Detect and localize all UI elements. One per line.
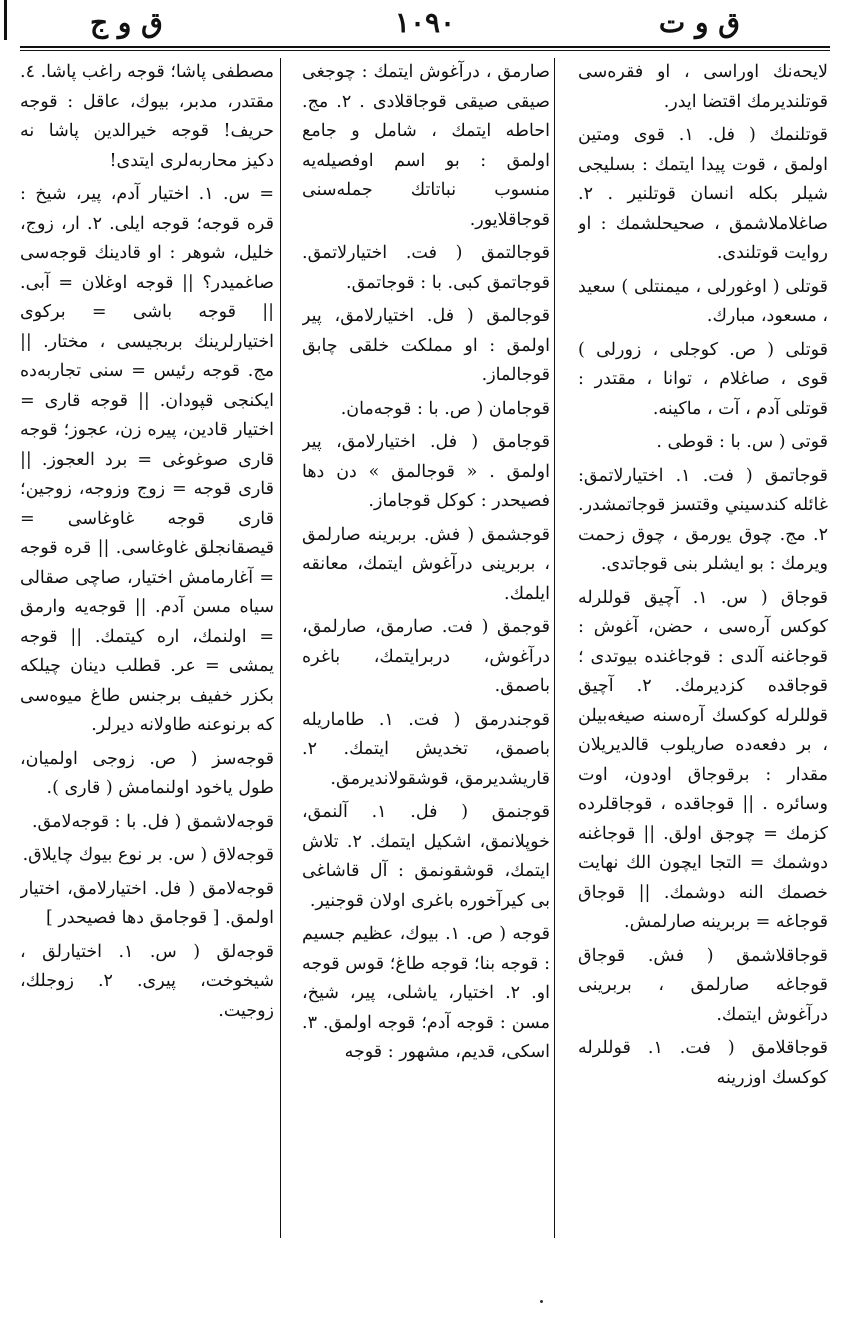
entry-paragraph: قوجالتمق ( فت. اختيارلاتمق. قوجاتمق كبى. با : قوجاتمق. <box>302 243 550 293</box>
entry-paragraph: قوجه‌سز ( ص. زوجى اولميان، طول ياخود اولنمامش ( قارى ). <box>20 748 274 798</box>
header-rule <box>20 46 830 48</box>
entry-paragraph: قوتلنمك ( فل. ١. قوى ومتين اولمق ، قوت پيدا ايتمك : بسليجى شيلر بكله انسان قوتلنير . ٢. صاغلاملاشمق ، صحيحلشمك : او روايت قوتلندى. <box>578 125 828 263</box>
entry-paragraph: قوجنمق ( فل. ١. آلنمق، خوپلانمق، اشكيل ايتمك. ٢. تلاش ايتمك، قوشقونمق : آل قاشاغى بى كيرآخوره باغرى اولان قوجنير. <box>302 802 550 911</box>
entry-paragraph: قوتلى ( اوغورلى ، ميمنتلى ) سعيد ، مسعود، مبارك. <box>578 276 828 326</box>
entry-paragraph: قوجمق ( فت. صارمق، صارلمق، درآغوش، دربرايتمك، باغره باصمق. <box>302 617 550 696</box>
entry-paragraph: قوجاقلاشمق ( فش. قوجاق قوجاغه صارلمق ، بربرينى درآغوش ايتمك. <box>578 945 828 1025</box>
entry-paragraph: قوجشمق ( فش. بربرينه صارلمق ، بربرينى درآغوش ايتمك، معانقه ايلمك. <box>302 524 550 604</box>
entry-paragraph: قوجه‌لاشمق ( فل. با : قوجه‌لامق. <box>31 811 274 832</box>
column-right <box>578 58 828 1238</box>
header-rule-thin <box>20 50 830 51</box>
entry-paragraph: قوتى ( س. با : قوطى . <box>656 432 828 452</box>
entry-paragraph: قوجامان ( ص. با : قوجه‌مان. <box>340 398 550 419</box>
entry-paragraph: لايحه‌نك اوراسى ، او فقره‌سى قوتلنديرمك اقتضا ايدر. <box>578 62 828 112</box>
entry-paragraph: قوجه ( ص. ١. بيوك، عظيم جسيم : قوجه بنا؛ قوجه طاغ؛ قوس قوجه او. ٢. اختيار، ياشلى، پير، شيخ، مسن : قوجه آدم؛ قوجه اولمق. ٣. اسكى، قديم، مشهور : قوجه <box>302 924 550 1062</box>
entry-paragraph: قوتلى ( ص. كوجلى ، زورلى ) قوى ، صاغلام ، توانا ، مقتدر : قوتلى آدم ، آت ، ماكينه. <box>578 339 828 419</box>
entry-paragraph: = س. ١. اختيار آدم، پير، شيخ : قره قوجه؛ قوجه ايلى. ٢. ار، زوج، خليل، شوهر : او قادينك قوجه‌سى صاغميدر؟ || قوجه اوغلان = آبى. || قوجه باشى = بركوى اختيارلرينك بربجيسى ، مختار. || مج. قوجه رئيس = سنى تجاربه‌ده ايكنجى قپودان. || قوجه قارى = اختيار قادين، پيره زن، عجوز؛ قوجه قارى صوغوغى = برد العجوز. || قارى قوجه = زوج وزوجه، زوجين؛ قارى قوجه غاوغاسى = قيصقانجلق غاوغاسى. || قره قوجه = آغارمامش اختيار، صاچى صقالى سياه مسن آدم. || قوجه‌يه وارمق = اولنمك، اره كيتمك. || قوجه يمشى = عر. قطلب دينان چيلكه بكزر خفيف برجنس طاغ ميوه‌سى كه برنوعنه طاولانه ديرلر. <box>20 184 274 735</box>
entry-paragraph: صارمق ، درآغوش ايتمك : چوجغى صيقى صيقى قوجاقلادى . ٢. مج. احاطه ايتمك ، شامل و جامع اولمق : بو اسم اوفصيله‌يه منسوب نباتاتك جمله‌سنى قوجاقلايور. <box>302 62 550 230</box>
column-left <box>20 58 274 1238</box>
column-divider <box>280 58 281 1238</box>
entry-paragraph: قوجاتمق ( فت. ١. اختيارلاتمق: غائله كندسيني وقتسز قوجاتمشدر. ٢. مج. چوق يورمق ، چوق زحمت ويرمك : بو ايشلر بنى قوجاتدى. <box>578 465 828 574</box>
entry-paragraph: قوجه‌لاق ( س. بر نوع بيوك چايلاق. <box>22 845 274 865</box>
entry-paragraph: مصطفى پاشا؛ قوجه راغب پاشا. ٤. مقتدر، مدبر، بيوك، عاقل : قوجه حريف! قوجه خيرالدين پاشا نه دكيز محاربه‌لرى ايتدى! <box>20 62 274 171</box>
column-divider <box>554 58 555 1238</box>
column-middle <box>302 58 550 1238</box>
header-left-letters: ق و ج <box>90 6 163 39</box>
entry-paragraph: قوجامق ( فل. اختيارلامق، پير اولمق . « قوجالمق » دن دها فصيحدر : كوكل قوجاماز. <box>302 432 550 511</box>
header-right-letters: ق و ت <box>658 6 740 39</box>
page-header <box>20 4 830 42</box>
entry-paragraph: قوجه‌لامق ( فل. اختيارلامق، اختيار اولمق. [ قوجامق دها فصيحدر ] <box>20 878 274 928</box>
page-speck <box>540 1300 543 1303</box>
entry-paragraph: قوجندرمق ( فت. ١. طاماريله باصمق، تخديش ايتمك. ٢. قاريشديرمق، قوشقولانديرمق. <box>302 709 550 789</box>
entry-paragraph: قوجالمق ( فل. اختيارلامق، پير اولمق : او مملكت خلقى چابق قوجالماز. <box>302 306 550 385</box>
page-edge-mark <box>4 0 7 40</box>
page-number: ١٠٩٠ <box>394 6 456 39</box>
entry-paragraph: قوجه‌لق ( س. ١. اختيارلق ، شيخوخت، پيرى. ٢. زوجلك، زوجيت. <box>20 941 274 1021</box>
entry-paragraph: قوجاقلامق ( فت. ١. قوللرله كوكسك اوزرينه <box>578 1038 828 1088</box>
entry-paragraph: قوجاق ( س. ١. آچيق قوللرله كوكس آره‌سى ، حضن، آغوش : قوجاغنه آلدى : قوجاغنده بيوتدى ؛ قوجاقده كزديرمك. ٢. آچيق قوللرله كوكسك آره‌سنه صيغه‌بيلن ، بر دفعه‌ده صاريلوب قالديريلان مقدار : برقوجاق اودون، اوت وسائره . || قوجاقده ، قوجاقلرده كزمك = چوجق اولق. || قوجاغنه دوشمك = التجا ايچون الك نهايت خصمك النه دوشمك. || قوجاق قوجاغه = بربرينه صارلمش. <box>578 587 828 932</box>
